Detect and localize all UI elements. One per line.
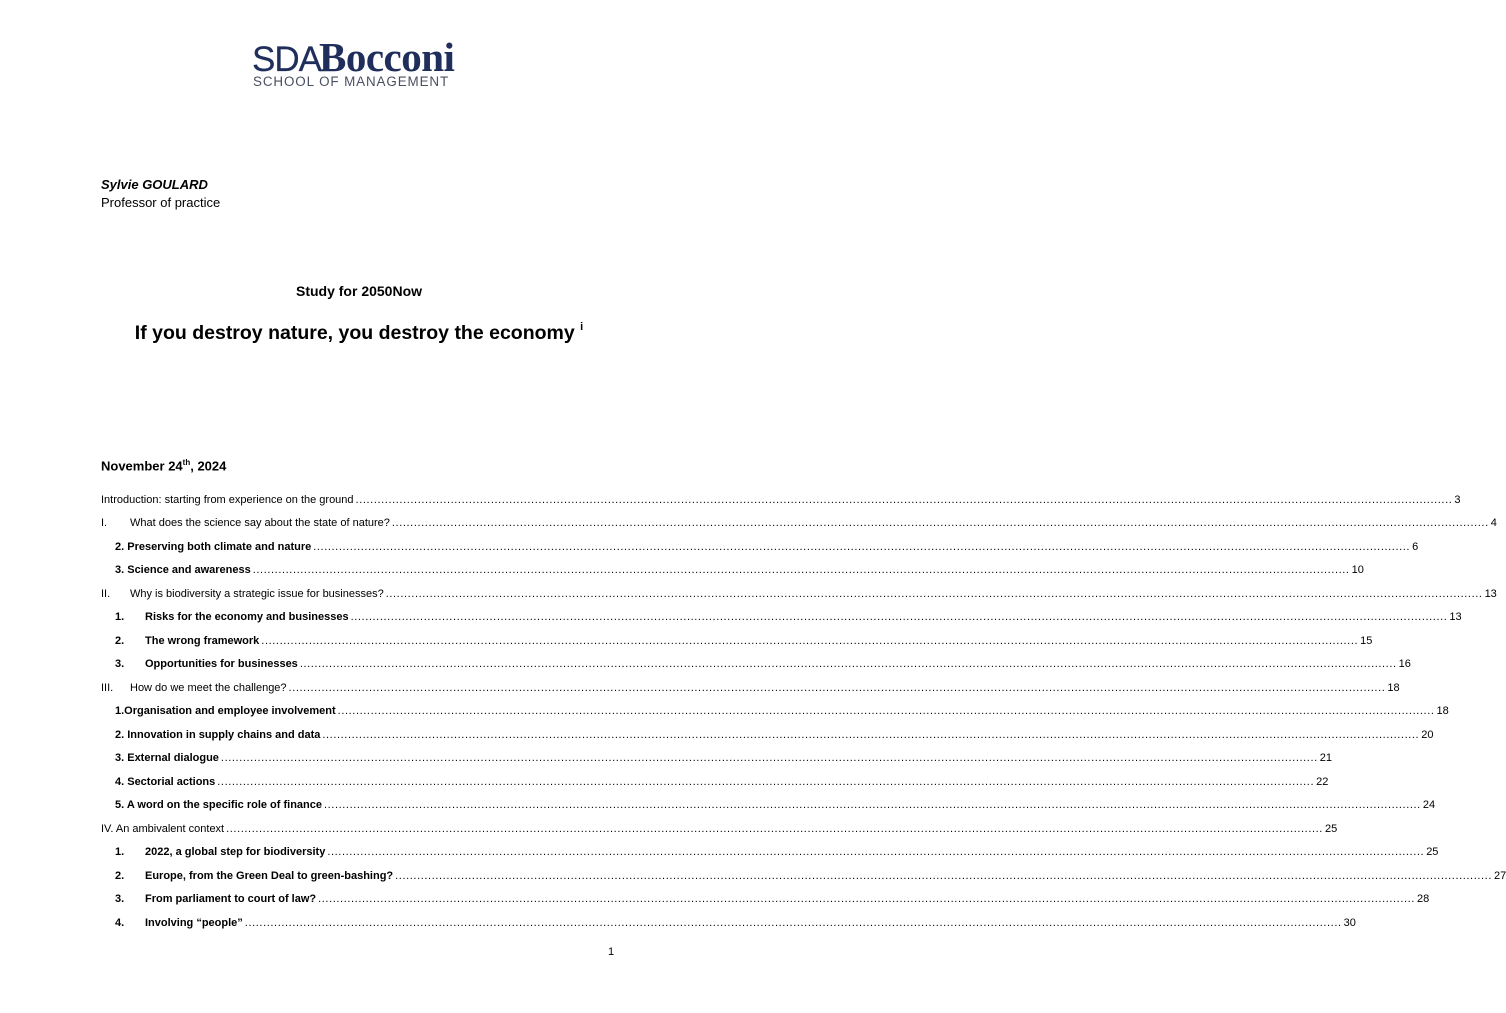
toc-dot-leader: ............................................................................................................................................................................................................................................................................................................	[385, 588, 1483, 600]
toc-entry-page: 18	[1387, 682, 1400, 694]
toc-entry[interactable]	[101, 515, 1497, 531]
author-role: Professor of practice	[101, 195, 221, 210]
toc-entry[interactable]	[101, 703, 1449, 719]
toc-entry-title: Introduction: starting from experience on the ground	[101, 494, 354, 506]
title-text: If you destroy nature, you destroy the economy	[134, 322, 575, 344]
toc-entry-title: Risks for the economy and businesses	[145, 611, 349, 623]
toc-entry-title: IV. An ambivalent context	[101, 823, 225, 835]
toc-entry-title: Europe, from the Green Deal to green-bashing?	[145, 870, 394, 882]
document-title	[0, 322, 718, 345]
toc-entry[interactable]	[101, 891, 1430, 907]
date-prefix: November 24	[101, 458, 183, 474]
toc-entry-title: 5. A word on the specific role of finance	[115, 799, 322, 811]
toc-dot-leader: ............................................................................................................................................................................................................................................................................................................	[226, 823, 1323, 835]
toc-entry-title: 3. External dialogue	[115, 752, 219, 764]
toc-entry-page: 28	[1416, 893, 1430, 905]
toc-entry-title: From parliament to court of law?	[145, 893, 317, 905]
toc-dot-leader: ............................................................................................................................................................................................................................................................................................................	[288, 682, 1386, 694]
toc-entry-page: 30	[1343, 917, 1356, 929]
toc-entry-number: 3.	[115, 893, 125, 905]
logo-bocconi-text: Bocconi	[318, 34, 455, 80]
toc-entry[interactable]	[101, 633, 1373, 649]
toc-entry[interactable]	[101, 562, 1364, 578]
sda-bocconi-logo	[252, 34, 468, 90]
toc-entry-number: 1.	[115, 846, 125, 858]
toc-entry[interactable]	[101, 680, 1400, 696]
toc-entry[interactable]	[101, 774, 1329, 790]
toc-dot-leader: ............................................................................................................................................................................................................................................................................................................	[313, 541, 1411, 553]
toc-entry-page: 10	[1351, 564, 1364, 576]
author-block	[101, 176, 220, 212]
toc-dot-leader: ............................................................................................................................................................................................................................................................................................................	[355, 494, 1453, 506]
toc-entry[interactable]	[101, 586, 1497, 602]
toc-entry-title: Why is biodiversity a strategic issue for businesses?	[130, 588, 384, 600]
toc-entry-number: II.	[101, 588, 111, 600]
author-name: Sylvie GOULARD	[101, 177, 208, 192]
toc-dot-leader: ............................................................................................................................................................................................................................................................................................................	[391, 517, 1489, 529]
toc-dot-leader: ............................................................................................................................................................................................................................................................................................................	[395, 870, 1492, 882]
toc-entry-page: 25	[1426, 846, 1439, 858]
toc-dot-leader: ............................................................................................................................................................................................................................................................................................................	[244, 917, 1342, 929]
toc-entry[interactable]	[101, 821, 1338, 837]
toc-entry[interactable]	[101, 915, 1356, 931]
toc-entry-title: Opportunities for businesses	[145, 658, 298, 670]
toc-entry-number: 1.	[115, 611, 125, 623]
toc-entry-page: 18	[1436, 705, 1449, 717]
toc-entry-number: 4.	[115, 917, 125, 929]
toc-entry[interactable]	[101, 750, 1333, 766]
toc-entry[interactable]	[101, 492, 1461, 508]
toc-dot-leader: ............................................................................................................................................................................................................................................................................................................	[324, 799, 1421, 811]
toc-entry-title: 3. Science and awareness	[115, 564, 251, 576]
toc-entry-page: 3	[1454, 494, 1461, 506]
document-date	[101, 458, 226, 473]
toc-entry-page: 21	[1319, 752, 1333, 764]
logo-sda-text: SDA	[252, 40, 321, 79]
toc-entry-number: I.	[101, 517, 108, 529]
toc-dot-leader: ............................................................................................................................................................................................................................................................................................................	[217, 776, 1315, 788]
toc-entry-page: 13	[1449, 611, 1462, 623]
title-note-marker: i	[580, 320, 584, 333]
toc-dot-leader: ............................................................................................................................................................................................................................................................................................................	[350, 611, 1448, 623]
toc-dot-leader: ............................................................................................................................................................................................................................................................................................................	[252, 564, 1350, 576]
toc-entry[interactable]	[101, 539, 1419, 555]
toc-entry[interactable]	[101, 844, 1439, 860]
toc-entry-page: 13	[1484, 588, 1497, 600]
toc-entry-page: 4	[1490, 517, 1497, 529]
toc-entry-page: 25	[1324, 823, 1338, 835]
toc-dot-leader: ............................................................................................................................................................................................................................................................................................................	[322, 729, 1420, 741]
toc-dot-leader: ............................................................................................................................................................................................................................................................................................................	[337, 705, 1435, 717]
toc-entry-title: How do we meet the challenge?	[130, 682, 287, 694]
toc-entry-title: The wrong framework	[145, 635, 260, 647]
toc-entry[interactable]	[101, 609, 1462, 625]
toc-dot-leader: ............................................................................................................................................................................................................................................................................................................	[327, 846, 1425, 858]
toc-dot-leader: ............................................................................................................................................................................................................................................................................................................	[220, 752, 1318, 764]
toc-entry-title: Involving “people”	[145, 917, 243, 929]
logo-wordmark	[252, 34, 455, 80]
date-ordinal: th	[182, 458, 191, 467]
toc-entry-page: 6	[1412, 541, 1419, 553]
toc-entry-title: 2022, a global step for biodiversity	[145, 846, 326, 858]
toc-entry-title: 1.Organisation and employee involvement	[115, 705, 336, 717]
toc-entry-page: 22	[1316, 776, 1329, 788]
page-number: 1	[608, 946, 615, 958]
toc-entry-number: 2.	[115, 870, 125, 882]
toc-entry[interactable]	[101, 868, 1506, 884]
toc-entry[interactable]	[101, 656, 1411, 672]
date-suffix: , 2024	[190, 458, 227, 474]
toc-entry-page: 15	[1360, 635, 1373, 647]
toc-dot-leader: ............................................................................................................................................................................................................................................................................................................	[299, 658, 1397, 670]
toc-entry-number: 2.	[115, 635, 125, 647]
toc-entry-page: 16	[1398, 658, 1411, 670]
toc-dot-leader: ............................................................................................................................................................................................................................................................................................................	[261, 635, 1359, 647]
toc-entry-page: 20	[1421, 729, 1434, 741]
toc-entry-page: 24	[1422, 799, 1436, 811]
toc-entry-title: 4. Sectorial actions	[115, 776, 216, 788]
toc-entry-page: 27	[1494, 870, 1506, 882]
toc-entry-number: 3.	[115, 658, 125, 670]
logo-subtitle: SCHOOL OF MANAGEMENT	[253, 74, 450, 89]
toc-entry-title: 2. Innovation in supply chains and data	[115, 729, 321, 741]
toc-entry-title: 2. Preserving both climate and nature	[115, 541, 312, 553]
toc-entry-title: What does the science say about the state of nature?	[130, 517, 390, 529]
toc-entry-number: III.	[101, 682, 114, 694]
toc-dot-leader: ............................................................................................................................................................................................................................................................................................................	[318, 893, 1415, 905]
toc-entry[interactable]	[101, 797, 1436, 813]
toc-entry[interactable]	[101, 727, 1434, 743]
study-line: Study for 2050Now	[295, 283, 423, 299]
